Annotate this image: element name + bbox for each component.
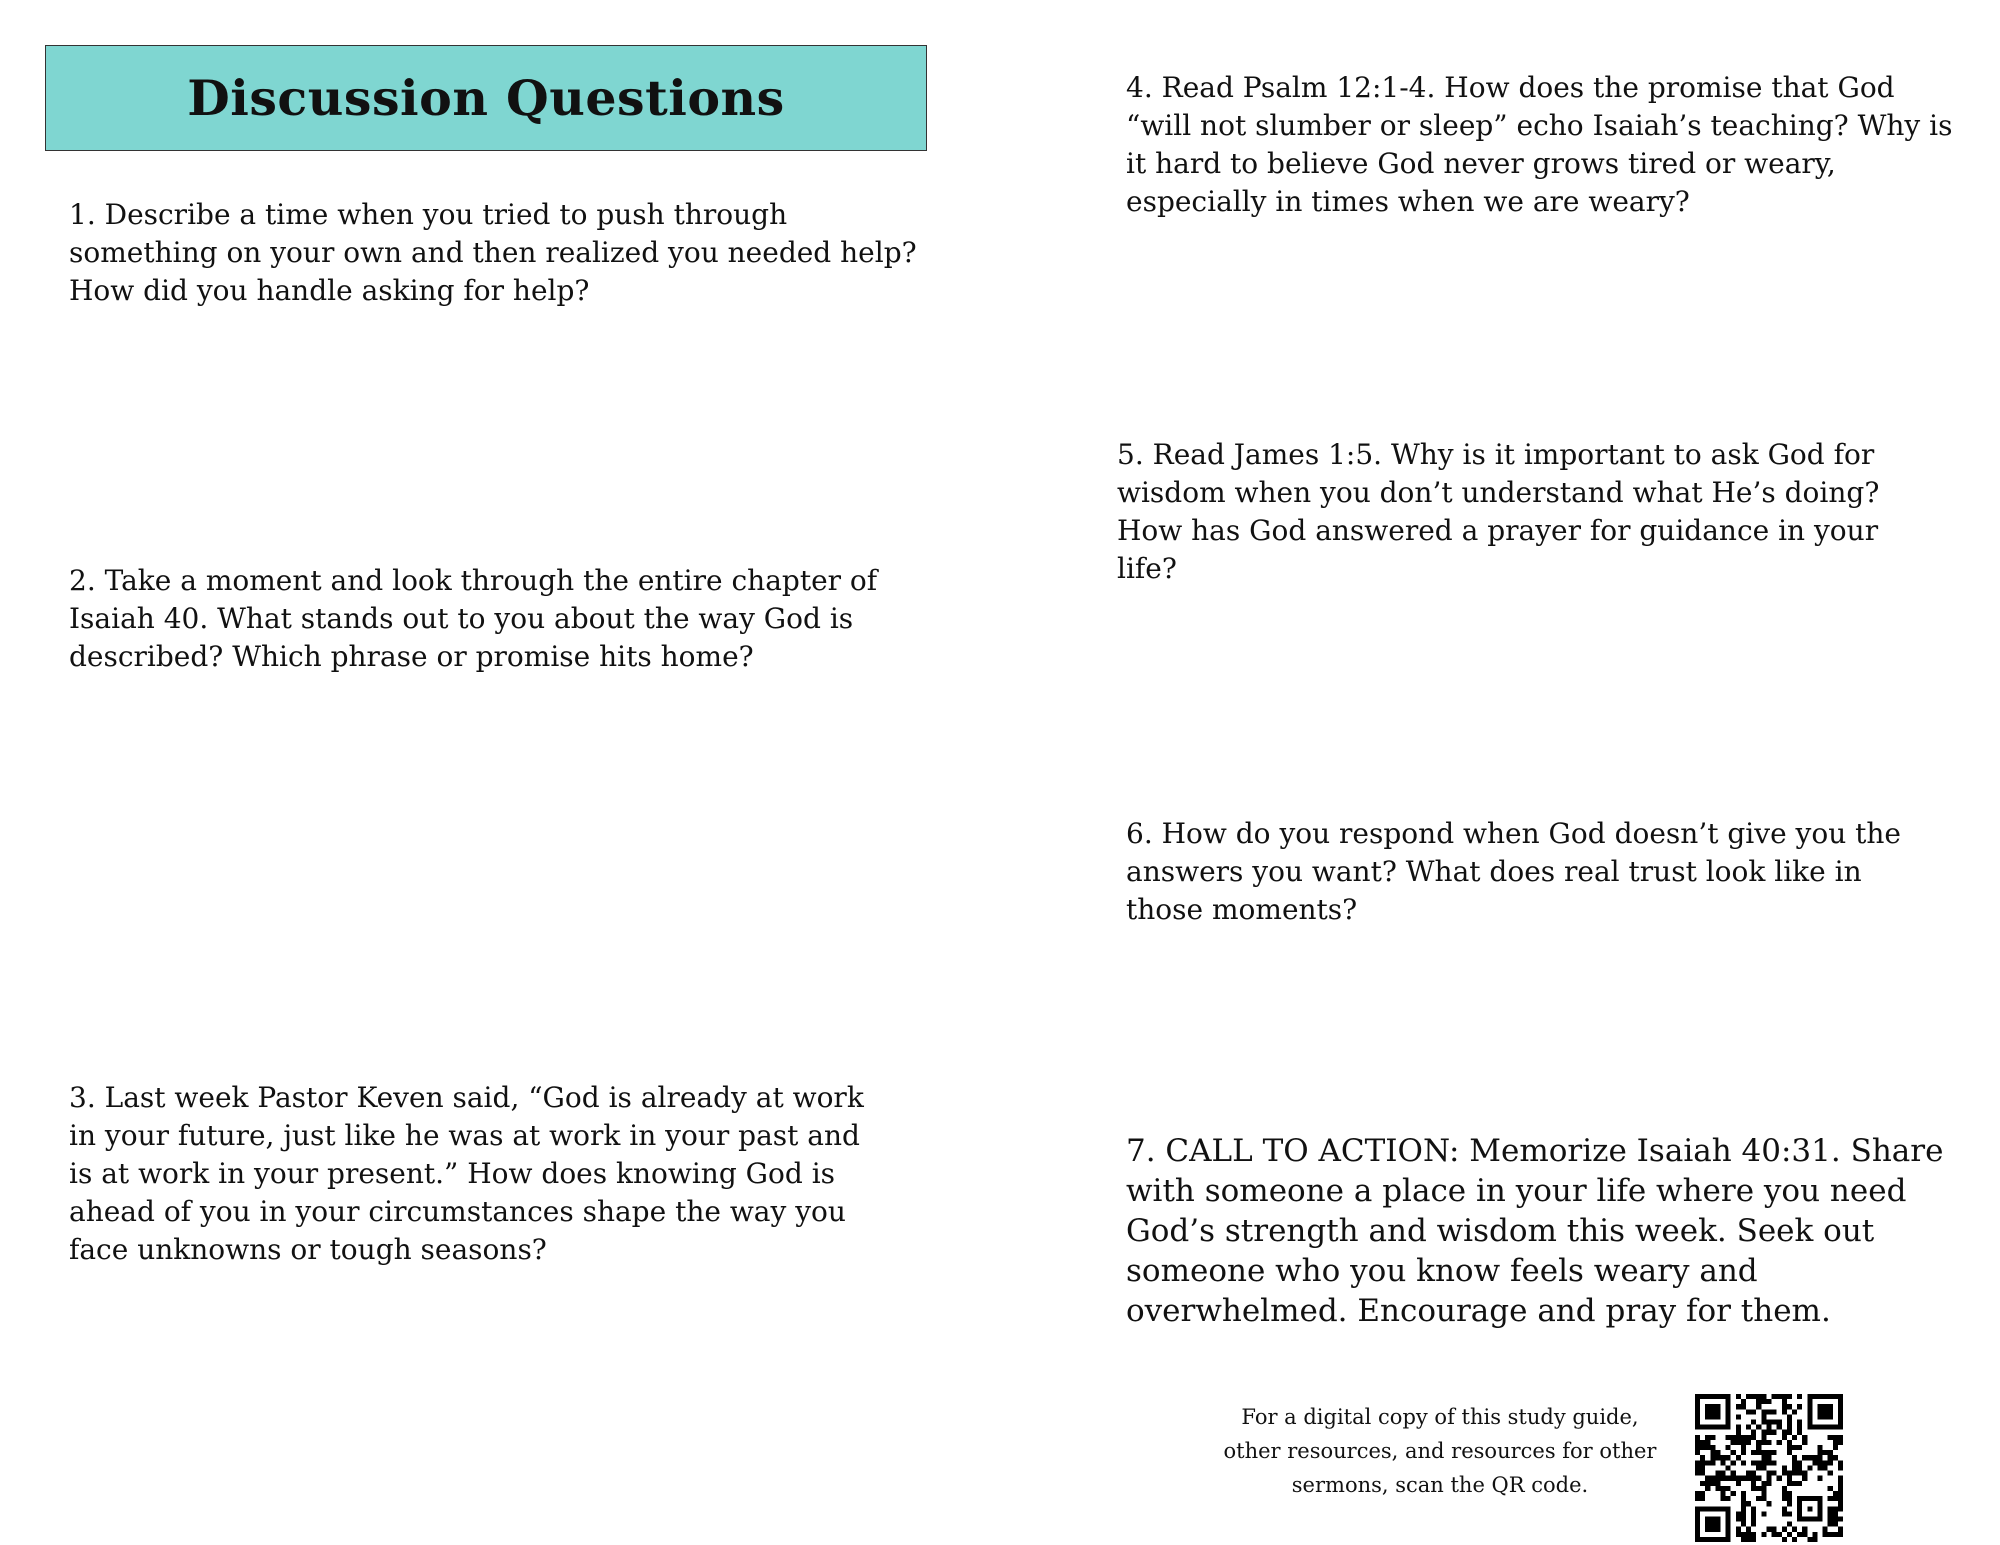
page-title: Discussion Questions bbox=[187, 69, 785, 127]
question-7-call-to-action: 7. CALL TO ACTION: Memorize Isaiah 40:31. Share with someone a place in your life where you need God’s strength and wisdom this week. Seek out someone who you know feels weary and overwhelmed. Encourage and pray for them. bbox=[1126, 1133, 1944, 1329]
question-6: 6. How do you respond when God doesn’t give you the answers you want? What does real trust look like in those moments? bbox=[1126, 817, 1902, 926]
question-3: 3. Last week Pastor Keven said, “God is already at work in your future, just like he was at work in your past and is at work in your present.” How does knowing God is ahead of you in your circumstances shape the way you face unknowns or tough seasons? bbox=[69, 1081, 864, 1266]
question-2: 2. Take a moment and look through the entire chapter of Isaiah 40. What stands out to you about the way God is described? Which phrase or promise hits home? bbox=[69, 564, 878, 673]
question-5: 5. Read James 1:5. Why is it important to ask God for wisdom when you don’t understand what He’s doing? How has God answered a prayer for guidance in your life? bbox=[1117, 438, 1880, 585]
question-1: 1. Describe a time when you tried to push through something on your own and then realized you needed help? How did you handle asking for help? bbox=[69, 198, 917, 307]
question-4: 4. Read Psalm 12:1-4. How does the promise that God “will not slumber or sleep” echo Isaiah’s teaching? Why is it hard to believe God never grows tired or weary, especially in times when we are weary? bbox=[1126, 71, 1953, 218]
title-banner bbox=[45, 45, 927, 151]
footer-note: For a digital copy of this study guide, other resources, and resources for other sermons, scan the QR code. bbox=[1223, 1405, 1657, 1497]
qr-code-icon bbox=[1695, 1394, 1843, 1542]
